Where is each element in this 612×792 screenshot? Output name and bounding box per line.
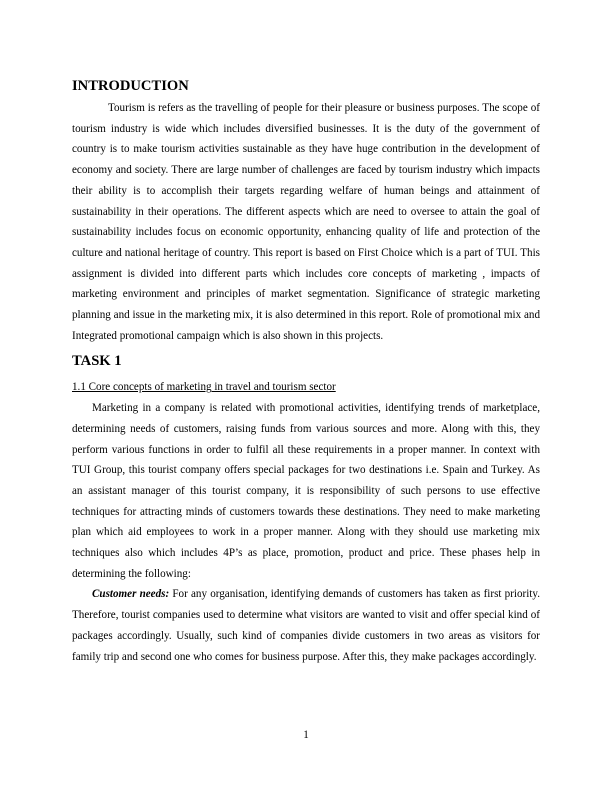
marketing-paragraph: Marketing in a company is related with promotional activities, identifying trends of marketplace, determining needs of customers, raising funds from various sources and more. Along with this, they perform various functions in order to fulfil all these requirements in a proper manner. In context with TUI Group, this tourist company offers special packages for two destinations i.e. Spain and Turkey. As an assistant manager of this tourist company, it is responsibility of such persons to use effective techniques for attracting minds of customers towards these destinations. They need to make marketing plan which aid employees to work in a proper manner. Along with they should use marketing mix techniques also which includes 4P’s as place, promotion, product and price. These phases help in determining the following: xyxy=(72,402,540,580)
introduction-heading: INTRODUCTION xyxy=(72,78,189,94)
task1-heading: TASK 1 xyxy=(72,353,122,370)
page-number: 1 xyxy=(303,729,309,741)
customer-needs-term: Customer needs: xyxy=(92,588,170,601)
section-1-1-subheading: 1.1 Core concepts of marketing in travel and tourism sector xyxy=(72,381,336,394)
document-page xyxy=(72,76,540,667)
customer-needs-paragraph xyxy=(72,584,540,667)
customer-needs-text: For any organisation, identifying demands of customers has taken as first priority. Therefore, tourist companies used to determine what visitors are wanted to visit and offer special kind of packages accordingly. Usually, such kind of companies divide customers in two areas as visitors for family trip and second one who comes for business purpose. After this, they make packages accordingly. xyxy=(72,588,540,663)
introduction-paragraph: Tourism is refers as the travelling of people for their pleasure or business purposes. The scope of tourism industry is wide which includes diversified businesses. It is the duty of the government of country is to make tourism activities sustainable as they have huge contribution in the development of economy and society. There are large number of challenges are faced by tourism industry which impacts their ability is to accomplish their targets regarding welfare of human beings and attainment of sustainability in their operations. The different aspects which are need to oversee to attain the goal of sustainability includes focus on economic opportunity, enhancing quality of life and protection of the culture and national heritage of country. This report is based on First Choice which is a part of TUI. This assignment is divided into different parts which includes core concepts of marketing , impacts of marketing environment and principles of market segmentation. Significance of strategic marketing planning and issue in the marketing mix, it is also determined in this report. Role of promotional mix and Integrated promotional campaign which is also shown in this projects. xyxy=(72,102,540,342)
